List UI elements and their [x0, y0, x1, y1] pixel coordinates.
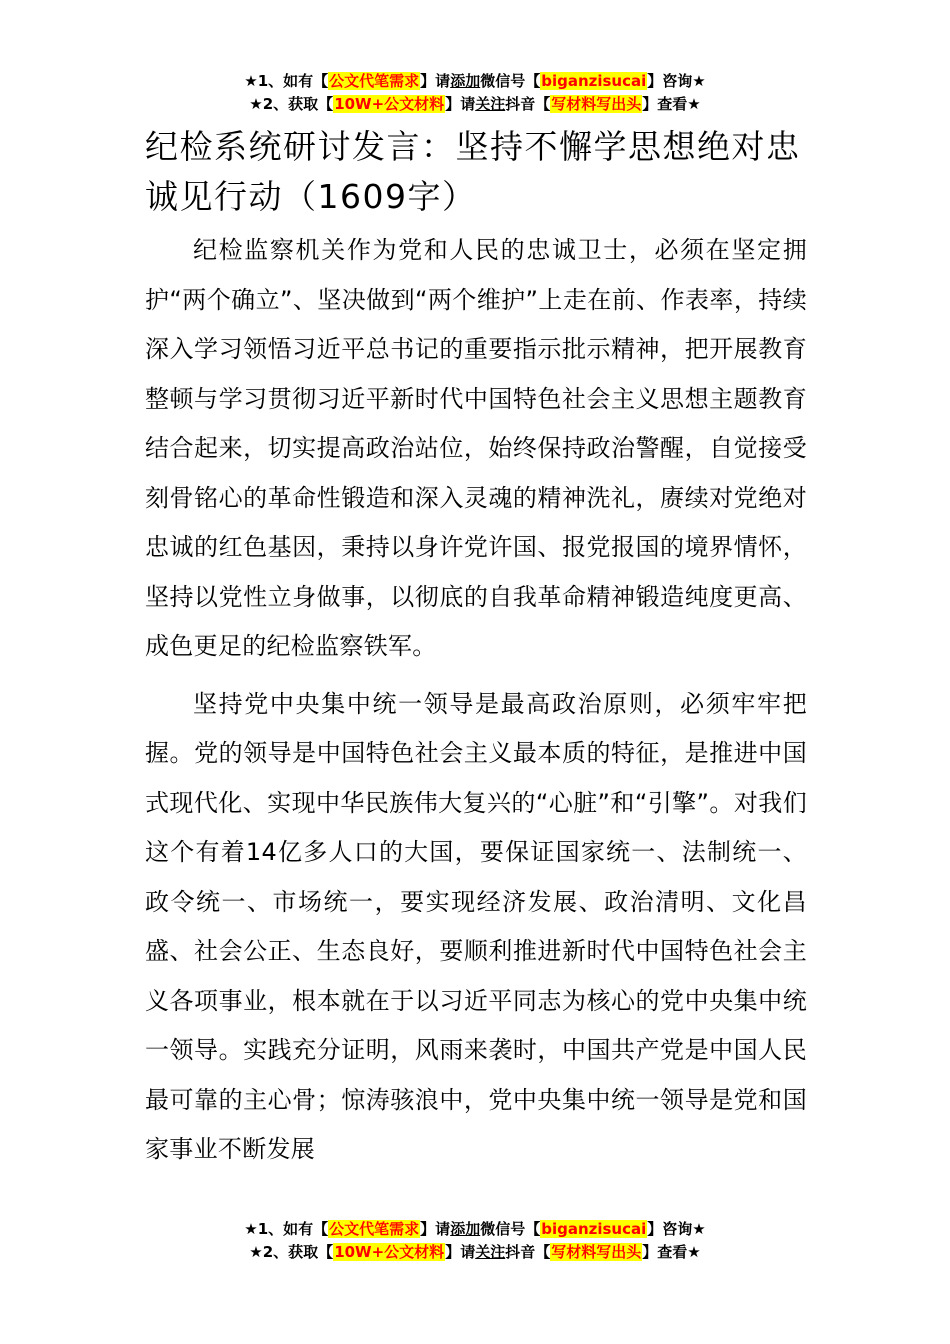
- banner-highlight: biganzisucai: [541, 72, 647, 90]
- banner-underlined: 关注: [475, 95, 506, 113]
- banner-text: 】请: [445, 95, 476, 113]
- paragraph-1: [145, 226, 807, 672]
- banner-highlight: 10W+公文材料: [334, 1243, 445, 1261]
- banner-text: 】咨询★: [647, 1220, 706, 1238]
- banner-text: 微信号【: [480, 1220, 541, 1238]
- banner-highlight: 写材料写出头: [551, 95, 642, 113]
- banner-text: 】查看★: [642, 1243, 701, 1261]
- banner-line-1: [0, 1218, 950, 1241]
- banner-text: 抖音【: [505, 1243, 551, 1261]
- document-title: 纪检系统研讨发言：坚持不懈学思想绝对忠诚见行动（1609字）: [145, 127, 801, 216]
- paragraph-lead: 坚持党中央集中统一领导是最高政治原则，必须牢牢把握。: [145, 689, 807, 767]
- paragraph-text: 党的领导是中国特色社会主义最本质的特征，是推进中国式现代化、实现中华民族伟大复兴的“心脏”和“引擎”。对我们这个有着14亿多人口的大国，要保证国家统一、法制统一、政令统一、市场统一，要实现经济发展、政治清明、文化昌盛、社会公正、生态良好，要顺利推进新时代中国特色社会主义各项事业，根本就在于以习近平同志为核心的党中央集中统一领导。实践充分证明，风雨来袭时，中国共产党是中国人民最可靠的主心骨；惊涛骇浪中，党中央集中统一领导是党和国家事业不断发展: [145, 739, 807, 1163]
- banner-highlight: 10W+公文材料: [334, 95, 445, 113]
- banner-text: 】查看★: [642, 95, 701, 113]
- banner-text: 】请: [420, 72, 451, 90]
- document-body: [145, 122, 807, 1175]
- banner-text: 】请: [445, 1243, 476, 1261]
- banner-text: 】请: [420, 1220, 451, 1238]
- header-banner: [0, 70, 950, 116]
- banner-highlight: 公文代笔需求: [329, 1220, 420, 1238]
- banner-text: ★1、如有【: [244, 1220, 329, 1238]
- banner-underlined: 添加: [450, 72, 481, 90]
- banner-underlined: 关注: [475, 1243, 506, 1261]
- banner-highlight: biganzisucai: [541, 1220, 647, 1238]
- banner-text: ★1、如有【: [244, 72, 329, 90]
- banner-underlined: 添加: [450, 1220, 481, 1238]
- banner-text: ★2、获取【: [249, 95, 334, 113]
- banner-line-1: [0, 70, 950, 93]
- banner-line-2: [0, 1241, 950, 1264]
- banner-highlight: 公文代笔需求: [329, 72, 420, 90]
- banner-text: ★2、获取【: [249, 1243, 334, 1261]
- paragraph-2: [145, 680, 807, 1175]
- banner-highlight: 写材料写出头: [551, 1243, 642, 1261]
- footer-banner: [0, 1218, 950, 1264]
- banner-text: 】咨询★: [647, 72, 706, 90]
- banner-text: 微信号【: [480, 72, 541, 90]
- banner-line-2: [0, 93, 950, 116]
- paragraph-text: 纪检监察机关作为党和人民的忠诚卫士，必须在坚定拥护“两个确立”、坚决做到“两个维护”上走在前、作表率，持续深入学习领悟习近平总书记的重要指示批示精神，把开展教育整顿与学习贯彻习近平新时代中国特色社会主义思想主题教育结合起来，切实提高政治站位，始终保持政治警醒，自觉接受刻骨铭心的革命性锻造和深入灵魂的精神洗礼，赓续对党绝对忠诚的红色基因，秉持以身许党许国、报党报国的境界情怀，坚持以党性立身做事，以彻底的自我革命精神锻造纯度更高、成色更足的纪检监察铁军。: [145, 236, 807, 660]
- banner-text: 抖音【: [505, 95, 551, 113]
